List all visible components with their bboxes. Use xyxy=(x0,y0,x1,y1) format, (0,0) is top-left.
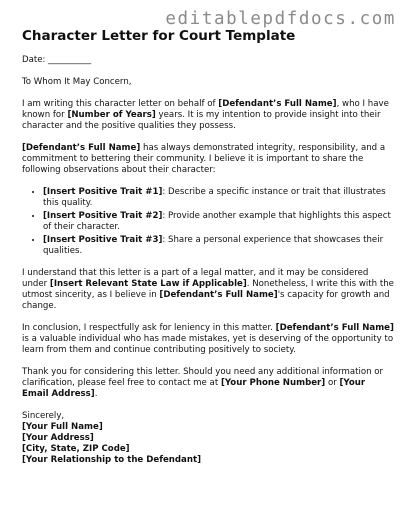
paragraph-contact xyxy=(22,367,394,400)
date-label: Date: xyxy=(22,55,46,65)
paragraph-legal xyxy=(22,268,394,312)
signer-city-placeholder: [City, State, ZIP Code] xyxy=(22,444,130,454)
list-item xyxy=(43,211,394,233)
years-placeholder: [Number of Years] xyxy=(67,110,156,120)
phone-placeholder: [Your Phone Number] xyxy=(220,378,326,388)
date-blank: __________ xyxy=(48,55,92,65)
text: or xyxy=(325,378,340,388)
defendant-name-placeholder: [Defendant’s Full Name] xyxy=(275,323,394,333)
text: . xyxy=(94,389,98,399)
salutation: To Whom It May Concern, xyxy=(22,77,132,87)
page-title: Character Letter for Court Template xyxy=(22,28,296,44)
signature-block xyxy=(22,411,394,466)
paragraph-character xyxy=(22,143,394,176)
signer-relationship-placeholder: [Your Relationship to the Defendant] xyxy=(22,455,202,465)
trait-text: : Share a personal experience that showcases their qualities. xyxy=(43,235,384,256)
trait-label: [Insert Positive Trait #2] xyxy=(43,211,163,221)
text: , who I have known for xyxy=(22,99,389,120)
trait-text: : Describe a specific instance or trait that illustrates this quality. xyxy=(43,187,386,208)
date-line xyxy=(22,55,394,66)
paragraph-intro xyxy=(22,99,394,132)
trait-text: : Provide another example that highlights this aspect of their character. xyxy=(43,211,391,232)
state-law-placeholder: [Insert Relevant State Law if Applicable] xyxy=(49,279,247,289)
list-item xyxy=(43,187,394,209)
text: has always demonstrated integrity, responsibility, and a commitment to bettering their community. I believe it is important to share the following observations about their character: xyxy=(22,143,386,175)
text: I understand that this letter is a part of a legal matter, and it may be considered under xyxy=(22,268,369,289)
signer-address-placeholder: [Your Address] xyxy=(22,433,94,443)
signer-name-placeholder: [Your Full Name] xyxy=(22,422,103,432)
text: Thank you for considering this letter. Should you need any additional information or clarification, please feel free to contact me at xyxy=(22,367,384,388)
paragraph-conclusion xyxy=(22,323,394,356)
defendant-name-placeholder: [Defendant’s Full Name] xyxy=(159,290,278,300)
text: In conclusion, I respectfully ask for leniency in this matter. xyxy=(22,323,276,333)
text: . Nonetheless, I write this with the utmost sincerity, as I believe in xyxy=(22,279,394,300)
traits-list xyxy=(22,187,394,257)
defendant-name-placeholder: [Defendant’s Full Name] xyxy=(218,99,337,109)
text: I am writing this character letter on behalf of xyxy=(22,99,219,109)
defendant-name-placeholder: [Defendant’s Full Name] xyxy=(22,143,141,153)
text: is a valuable individual who has made mistakes, yet is deserving of the opportunity to learn from them and continue contributing positively to society. xyxy=(22,334,394,355)
letter-document xyxy=(22,28,394,466)
email-placeholder: [Your Email Address] xyxy=(22,378,366,399)
text: years. It is my intention to provide insight into their character and the positive qualities they possess. xyxy=(22,110,381,131)
closing-sincerely: Sincerely, xyxy=(22,411,65,421)
site-watermark: editablepdfdocs.com xyxy=(165,9,396,29)
text: 's capacity for growth and change. xyxy=(22,290,390,311)
list-item xyxy=(43,235,394,257)
trait-label: [Insert Positive Trait #1] xyxy=(43,187,163,197)
trait-label: [Insert Positive Trait #3] xyxy=(43,235,163,245)
